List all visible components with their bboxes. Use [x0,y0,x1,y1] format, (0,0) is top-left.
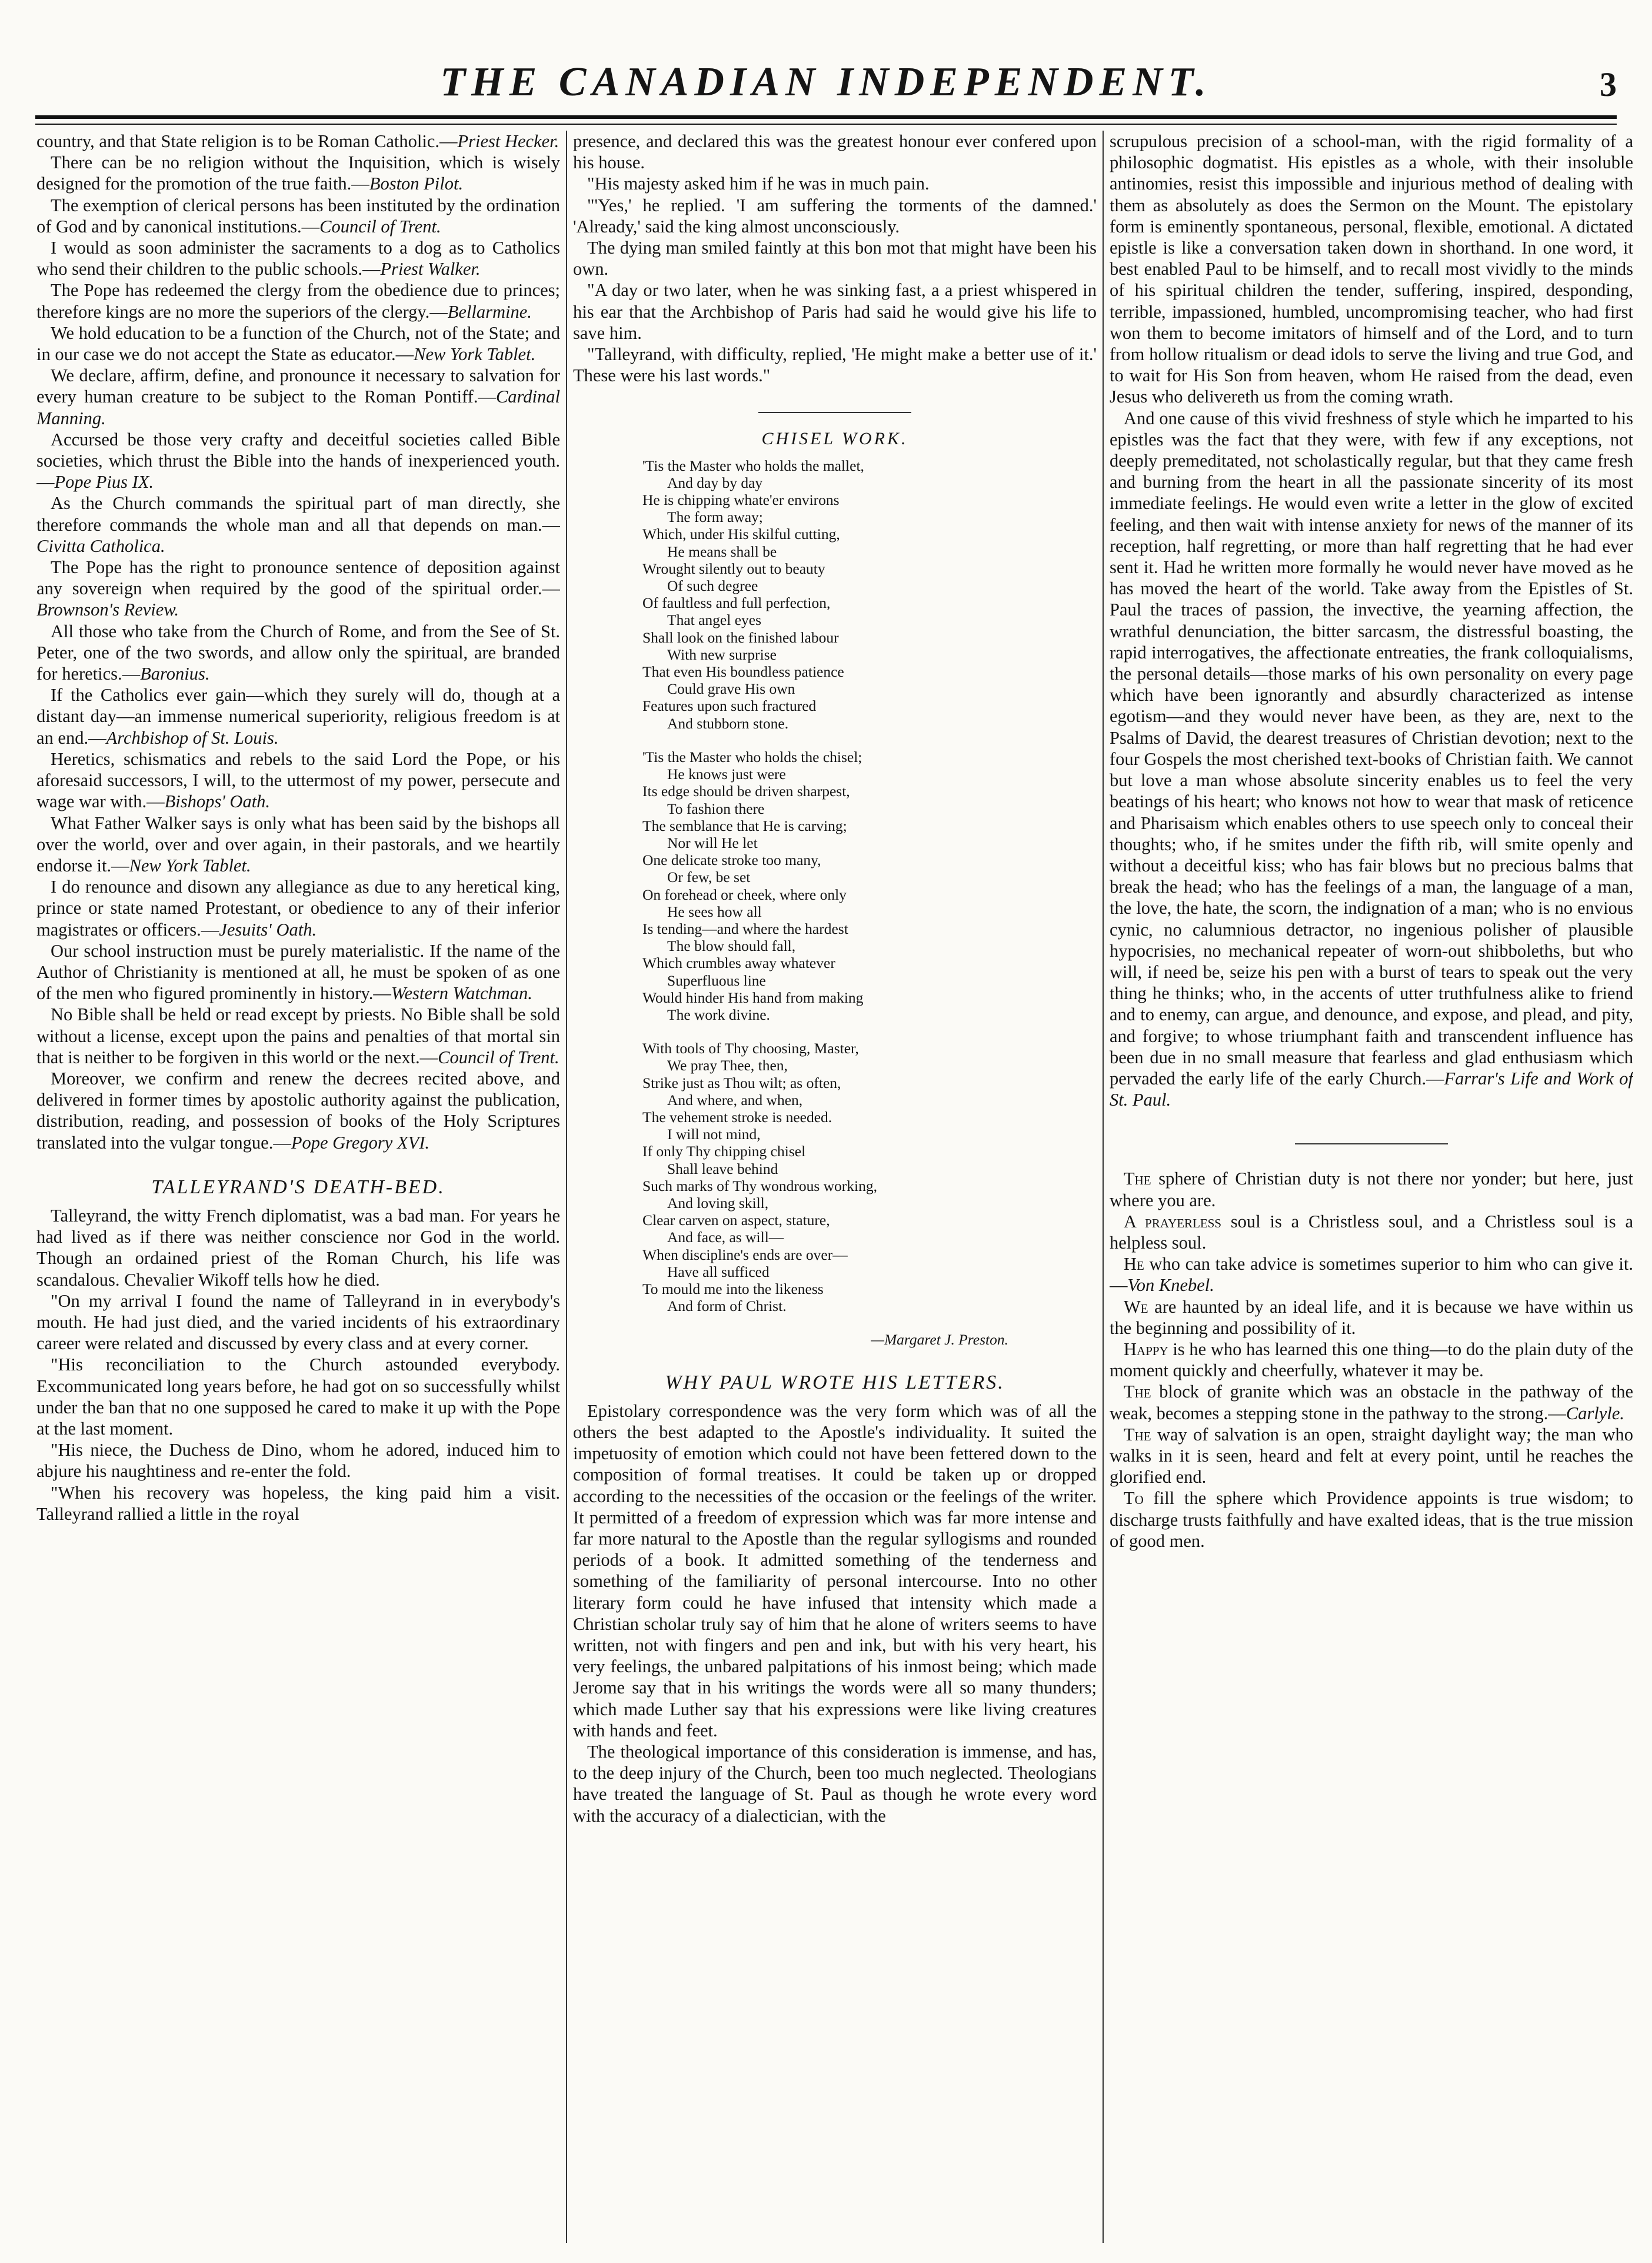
quote-paragraph [36,131,560,152]
quote-text: Our school instruction must be purely materialistic. If the name of the Author of Christianity is mentioned at all, he must be spoken of as one of the men who figured prominently in history.— [36,940,560,1004]
poem-line: The vehement stroke is needed. [642,1108,832,1126]
poem-line: When discipline's ends are over— [642,1246,848,1263]
quote-source: Archbishop of St. Louis. [106,727,279,748]
quote-text: If the Catholics ever gain—which they surely will do, though at a distant day—an immense numerical superiority, religious freedom is at an end.— [36,685,560,748]
poem-line: I will not mind, [667,1126,761,1143]
article-paragraph: Epistolary correspondence was the very form which was of all the others the best adapted to the Apostle's individuality. It suited the impetuosity of emotion which could not have been fettered down to the composition of formal treatises. It could be taken up or dropped according to the necessities of the occasion or the feelings of the writer. It permitted of a freedom of expression which was far more intense and far more natural to the Apostle than the regular syllogisms and rounded periods of a book. It admitted something of the tenderness and something of the familiarity of personal intercourse. Into no other literary form could he have infused that intensity which made a Christian scholar truly say of him that he alone of writers seems to have written, not with fingers and pen and ink, but with his very heart, his very feelings, the unbared palpitations of his inmost being; which made Jerome say that in his writings the words were all so many thunders; which made Luther say that his expressions were like living creatures with hands and feet. [573,1400,1097,1740]
poem-line: The semblance that He is carving; [642,817,847,834]
article-paragraph: "'Yes,' he replied. 'I am suffering the torments of the damned.' 'Already,' said the king almost unconsciously. [573,195,1097,237]
quote-text: What Father Walker says is only what has been said by the bishops all over the world, over and over again, in their pastorals, and we heartily endorse it.— [36,813,560,876]
maxim-text: is he who has learned this one thing—to do the plain duty of the moment quickly and cheerfully, whatever it may be. [1110,1339,1633,1381]
poem-line: Which crumbles away whatever [642,954,835,972]
column-1 [36,131,560,2249]
maxim-text: who can take advice is sometimes superior to him who can give it.— [1110,1254,1633,1296]
quote-paragraph [36,684,560,748]
maxim-paragraph [1110,1296,1633,1339]
poem-line: Would hinder His hand from making [642,989,864,1006]
paul-article [573,1400,1097,1826]
quote-source: New York Tablet. [414,344,536,365]
poem-line: He sees how all [667,903,762,920]
quote-paragraph [36,429,560,493]
newspaper-title: THE CANADIAN INDEPENDENT. [440,59,1212,105]
column-2 [573,131,1097,2249]
poem-line: The work divine. [667,1006,770,1023]
article-paragraph: "A day or two later, when he was sinking fast, a a priest whispered in his ear that the Archbishop of Paris had said he would give his life to save him. [573,280,1097,343]
poem-line: Or few, be set [667,868,751,886]
quote-text: We hold education to be a function of the Church, not of the State; and in our case we do not accept the State as educator.— [36,322,560,365]
quote-source: Priest Walker. [380,259,481,279]
poem-line: Nor will He let [667,834,758,851]
quote-source: Cardinal Manning. [36,387,560,428]
quote-paragraph [36,940,560,1004]
quote-source: Civitta Catholica. [36,535,165,556]
poem-line: On forehead or cheek, where only [642,886,847,903]
quote-paragraph [36,492,560,557]
poem-line: That even His boundless patience [642,663,844,681]
poem-line: And form of Christ. [667,1297,787,1315]
quote-text: Heretics, schismatics and rebels to the said Lord the Pope, or his aforesaid successors, I will, to the uttermost of my power, persecute and wage war with.— [36,748,560,812]
poem-line: He means shall be [667,543,777,560]
poem-line: And day by day [667,474,763,491]
poem-line: Features upon such fractured [642,697,817,715]
article-paragraph: "His niece, the Duchess de Dino, whom he adored, induced him to abjure his naughtiness and re-enter the fold. [36,1440,560,1482]
article-paragraph [1110,131,1633,408]
poem-line: And loving skill, [667,1194,769,1212]
quote-paragraph [36,1004,560,1068]
article-paragraph [1110,408,1633,1111]
maxim-source: Carlyle. [1566,1403,1624,1423]
poem-line: We pray Thee, then, [667,1057,788,1074]
quote-source: Brownson's Review. [36,600,179,620]
poem-line: Wrought silently out to beauty [642,560,825,577]
quote-text: There can be no religion without the Inquisition, which is wisely designed for the promotion of the true faith.— [36,152,560,194]
maxim-paragraph [1110,1211,1633,1253]
maxim-lead: He [1124,1254,1144,1274]
maxim-text: way of salvation is an open, straight daylight way; the man who walks in it is seen, heard and felt at every point, until he reaches the glorified end. [1110,1424,1633,1487]
quote-text: The Pope has redeemed the clergy from the obedience due to princes; therefore kings are no more the superiors of the clergy.— [36,280,560,322]
article-paragraph: "His majesty asked him if he was in much pain. [587,174,930,194]
maxim-lead: The [1124,1424,1151,1445]
maxim-lead: Happy [1124,1339,1168,1359]
poem-line: 'Tis the Master who holds the chisel; [642,748,862,766]
poem-line: One delicate stroke too many, [642,851,821,869]
article-paragraph: The dying man smiled faintly at this bon mot that might have been his own. [573,238,1097,279]
article-paragraph: "Talleyrand, with difficulty, replied, 'He might make a better use of it.' These were his last words." [573,344,1097,386]
quote-paragraph [36,1068,560,1153]
poem-heading: CHISEL WORK. [761,429,908,449]
poem-line: Of such degree [667,577,758,595]
maxim-lead: We [1124,1296,1148,1317]
quote-text: I do renounce and disown any allegiance as due to any heretical king, prince or state named Protestant, or obedience to any of their inferior magistrates or officers.— [36,877,560,940]
poem-line: And where, and when, [667,1091,803,1109]
quote-text: The Pope has the right to pronounce sentence of deposition against any sovereign when required by the good of the spiritual order.— [36,557,560,599]
poem-line: Have all sufficed [667,1263,770,1280]
article-paragraph: presence, and declared this was the greatest honour ever confered upon his house. [573,131,1097,173]
quote-source: Council of Trent. [319,216,441,237]
masthead-rule-thick [35,115,1617,119]
maxim-paragraph [1110,1381,1633,1423]
maxims-list [1110,1168,1633,1552]
quote-paragraph [36,748,560,813]
quote-paragraph [36,365,560,429]
poem-line: And face, as will— [667,1229,784,1246]
paragraph-text: And one cause of this vivid freshness of style which he imparted to his epistles was the fact that they were, with few if any exceptions, not deeply premeditated, not scholastically regular, but that they came fresh and burning from the heart in all the passionate sincerity of its most immediate feelings. He would even write a letter in the glow of excited feeling, and then wait with intense anxiety for news of the manner of its reception, half regretting, or more than half regretting that he had ever sent it. Had he written more formally he would never have moved as he has moved the heart of the world. Take away from the Epistles of St. Paul the traces of passion, the invective, the yearning affection, the wrathful denunciation, the bitter sarcasm, the distressful boasting, the rapid interrogatives, the affectionate entreaties, the frank colloquialisms, the personal details—those marks of his own personality on every page which have been ignorantly and absurdly characterized as intense egotism—and they would never have been, as they are, next to the Psalms of David, the dearest treasures of Christian devotion; next to the four Gospels the most cherished text-books of Christian faith. We cannot but love a man whose absolute sincerity enables us to feel the very beatings of his heart; who knows not how to wear that mask of reticence and Pharisaism which enables others to use speech only to conceal their thoughts; who, if he smites under the fifth rib, will smite openly and without a deceitful kiss; who has fair blows but no precious balms that break the head; who has the feelings of a man, the language of a man, the love, the hate, the scorn, the indignation of a man; who is no envious cynic, no calumnious detractor, no ingenious polisher of plausible hypocrisies, no mechanical repeater of worn-out shibboleths, but who will, if need be, seize his pen with a burst of tears to speak out the very thing he thinks; who, in the accents of utter truthfulness alike to friend and to enemy, can argue, and denounce, and expose, and plead, and pity, and forgive; to whose triumphant faith and transcendent influence has been due in no small measure that fearless and glad enthusiasm which pervaded the early life of the early Church.— [1110,408,1633,1089]
quote-source: Pope Pius IX. [54,472,154,492]
quote-text: As the Church commands the spiritual part of man directly, she therefore commands the whole man and all that depends on man.— [36,493,560,535]
section-divider [758,412,911,413]
poem-line: Of faultless and full perfection, [642,594,831,612]
quote-source: Pope Gregory XVI. [291,1132,429,1153]
article-paragraph: Talleyrand, the witty French diplomatist, was a bad man. For years he had lived as if there was neither conscience nor God in the world. Though an ordained priest of the Roman Church, his life was scandalous. Chevalier Wikoff tells how he died. [36,1205,560,1290]
poem-line: Could grave His own [667,680,795,698]
poem-line: If only Thy chipping chisel [642,1143,806,1160]
poem-line: Clear carven on aspect, stature, [642,1212,830,1229]
poem-line: Such marks of Thy wondrous working, [642,1177,877,1194]
poem-line: To fashion there [667,800,765,817]
talleyrand-article [36,1205,560,1525]
quote-source: New York Tablet. [129,855,251,876]
article-paragraph: The theological importance of this consideration is immense, and has, to the deep injury of the Church, been too much neglected. Theologians have treated the language of St. Paul as though he wrote every word with the accuracy of a dialectician, with the [573,1742,1097,1826]
quote-paragraph [36,621,560,685]
poem-line: He is chipping whate'er environs [642,491,840,509]
maxim-text: block of granite which was an obstacle in the pathway of the weak, becomes a stepping stone in the pathway to the strong.— [1110,1382,1633,1423]
catholic-quotes-list [36,131,560,1153]
maxim-paragraph [1110,1487,1633,1552]
quote-source: Council of Trent. [438,1047,559,1067]
quote-paragraph [36,237,560,279]
quote-text: All those who take from the Church of Rome, and from the See of St. Peter, one of the two swords, and allow only the spiritual, are branded for heretics.— [36,621,560,684]
quote-paragraph [36,813,560,877]
quote-paragraph [36,322,560,365]
maxim-text: are haunted by an ideal life, and it is because we have within us the beginning and possibility of it. [1110,1296,1633,1338]
talleyrand-article-continued [573,131,1097,386]
paul-heading: WHY PAUL WROTE HIS LETTERS. [665,1371,1005,1393]
poem-attribution: —Margaret J. Preston. [871,1331,1008,1349]
maxim-source: Von Knebel. [1127,1275,1214,1296]
poem-chisel-work [642,457,1097,1349]
quote-text: We declare, affirm, define, and pronounce it necessary to salvation for every human creature to be subject to the Roman Pontiff.— [36,365,560,407]
quote-paragraph [36,279,560,322]
maxim-lead: The [1124,1382,1151,1402]
column-3 [1110,131,1633,2249]
maxim-lead: A prayerless [1124,1211,1222,1232]
quote-paragraph [36,195,560,237]
maxim-paragraph [1110,1424,1633,1488]
poem-stanza [642,457,1097,732]
poem-line: That angel eyes [667,611,762,629]
masthead [35,59,1617,124]
poem-stanza [642,748,1097,1023]
section-divider [1295,1143,1448,1144]
poem-line: The form away; [667,508,763,526]
quote-source: Western Watchman. [391,983,532,1004]
poem-line: 'Tis the Master who holds the mallet, [642,457,864,474]
quote-source: Bishops' Oath. [164,791,271,812]
maxim-paragraph [1110,1253,1633,1296]
poem-line: He knows just were [667,766,786,783]
quote-text: No Bible shall be held or read except by priests. No Bible shall be sold without a license, except upon the pains and penalties of that mortal sin that is neither to be forgiven in this world or the next.— [36,1004,560,1067]
article-paragraph: "His reconciliation to the Church astounded everybody. Excommunicated long years before, he had got on so successfully whilst under the ban that no one supposed he cared to make it up with the Pope at the last moment. [36,1355,560,1439]
quote-source: Jesuits' Oath. [219,919,317,940]
quote-paragraph [36,557,560,621]
column-divider-1 [566,131,567,2243]
poem-line: Shall look on the finished labour [642,628,839,646]
poem-line: Which, under His skilful cutting, [642,525,840,543]
poem-line: Its edge should be driven sharpest, [642,783,850,800]
quote-text: Moreover, we confirm and renew the decrees recited above, and delivered in former times by apostolic authority against the publication, distribution, reading, and possession of books of the Holy Scriptures translated into the vulgar tongue.— [36,1068,560,1153]
quote-source: Bellarmine. [447,301,532,322]
poem-line: Shall leave behind [667,1160,778,1177]
talleyrand-heading: TALLEYRAND'S DEATH-BED. [151,1176,445,1198]
maxim-paragraph [1110,1168,1633,1210]
quote-text: country, and that State religion is to be Roman Catholic.— [36,131,458,151]
article-paragraph: "On my arrival I found the name of Talleyrand in in everybody's mouth. He had just died, and the varied incidents of his extraordinary career were related and discussed by every class and at every corner. [36,1290,560,1354]
quote-source: Priest Hecker. [457,131,559,151]
poem-line: Superfluous line [667,971,766,989]
quote-text: The exemption of clerical persons has been instituted by the ordination of God and by canonical institutions.— [36,195,560,237]
maxim-text: soul is a Christless soul, and a Christless soul is a helpless soul. [1110,1211,1633,1253]
poem-stanza [642,1040,1097,1314]
quote-paragraph [36,152,560,194]
column-divider-2 [1103,131,1104,2243]
maxim-text: fill the sphere which Providence appoints is true wisdom; to discharge trusts faithfully and have exalted ideas, that is the true mission of good men. [1110,1488,1633,1551]
article-paragraph: "When his recovery was hopeless, the king paid him a visit. Talleyrand rallied a little in the royal [36,1482,560,1524]
article-source: Farrar's Life and Work of St. Paul. [1110,1068,1633,1110]
quote-source: Boston Pilot. [369,174,464,194]
maxim-text: sphere of Christian duty is not there nor yonder; but here, just where you are. [1110,1169,1633,1210]
maxim-lead: To [1124,1488,1144,1509]
poem-line: With new surprise [667,645,777,663]
masthead-rule-thin [35,124,1617,125]
paul-article-continued [1110,131,1633,1110]
poem-line: With tools of Thy choosing, Master, [642,1040,859,1057]
quote-text: I would as soon administer the sacraments to a dog as to Catholics who send their children to the public schools.— [36,238,560,279]
quote-paragraph [36,876,560,940]
quote-text: Accursed be those very crafty and deceitful societies called Bible societies, which thrust the Bible into the hands of inexperienced youth.— [36,429,560,492]
poem-line: And stubborn stone. [667,714,789,732]
poem-line: Is tending—and where the hardest [642,920,848,937]
maxim-lead: The [1124,1169,1151,1189]
quote-source: Baronius. [140,664,210,684]
poem-line: To mould me into the likeness [642,1280,824,1297]
maxim-paragraph [1110,1339,1633,1381]
poem-line: Strike just as Thou wilt; as often, [642,1074,841,1091]
poem-line: The blow should fall, [667,937,796,955]
page-number: 3 [1600,65,1617,104]
paragraph-text: scrupulous precision of a school-man, with the rigid formality of a philosophic dogmatist. His epistles as a whole, with their insoluble antinomies, resist this impossible and injurious method of dealing with them as absolutely as does the Sermon on the Mount. The epistolary form is eminently spontaneous, personal, flexible, emotional. A dictated epistle is like a conversation taken down in shorthand. In one word, it best enabled Paul to be himself, and to recall most vividly to the minds of his spiritual children the tender, suffering, inspired, desponding, terrible, impassioned, humbled, uncompromising teacher, who had first won them to become imitators of himself and of the Lord, and to turn from hollow ritualism or dead idols to serve the living and true God, and to wait for His Son from heaven, whom He raised from the dead, even Jesus who delivereth us from the coming wrath. [1110,131,1633,407]
